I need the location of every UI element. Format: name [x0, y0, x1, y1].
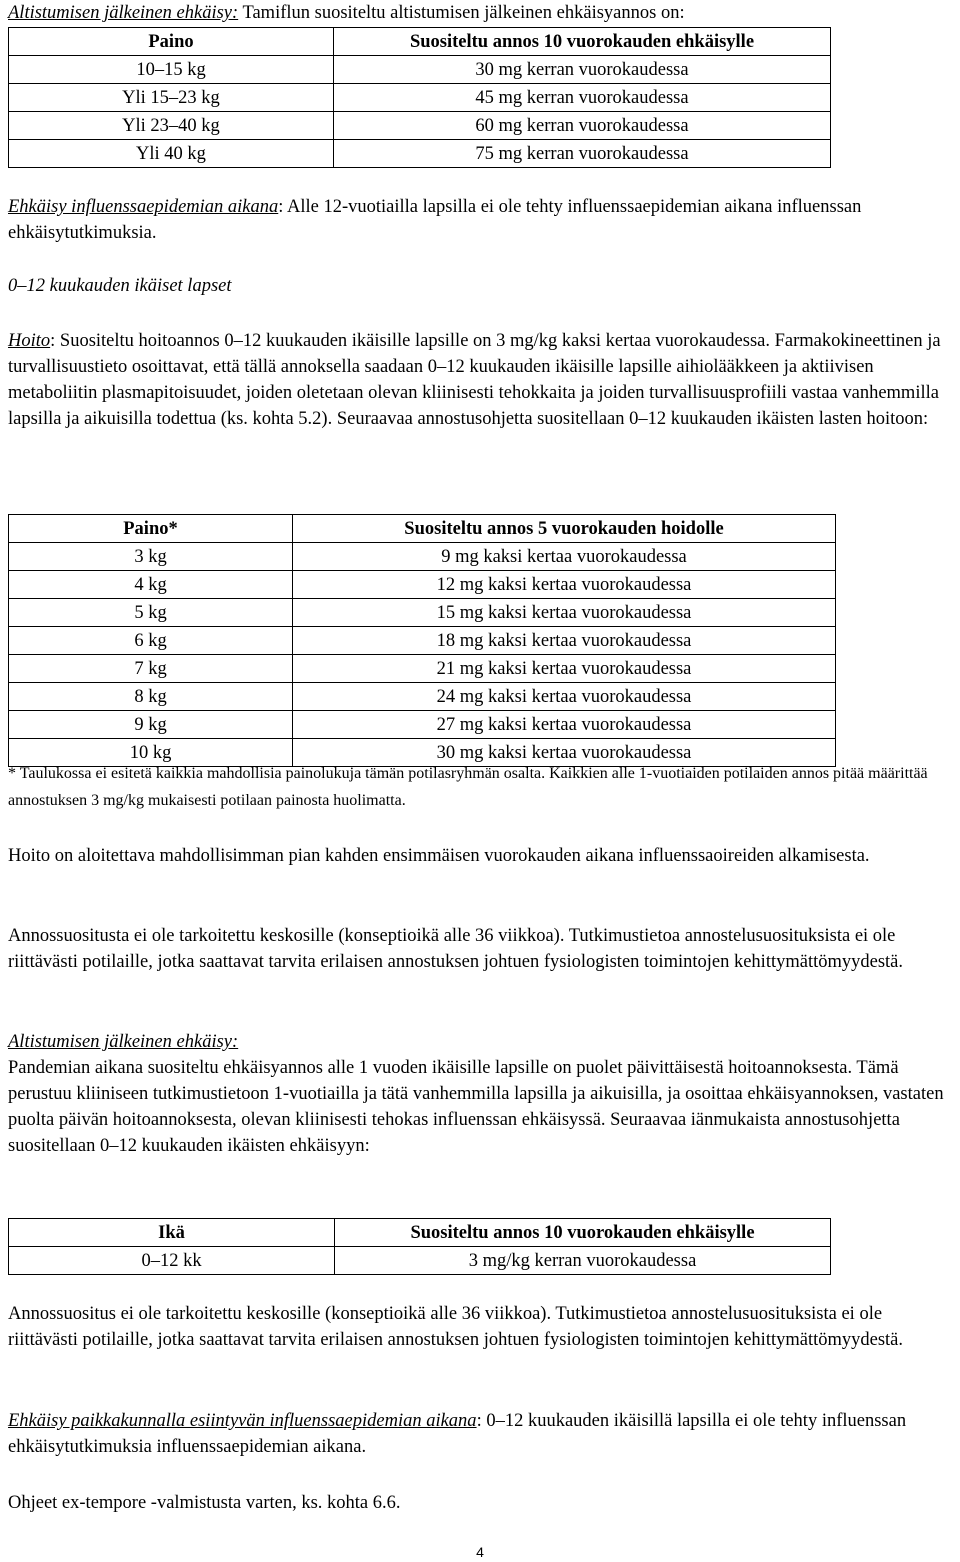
table-cell: 6 kg: [9, 627, 293, 655]
table-row: [9, 84, 831, 112]
table-row: [9, 655, 836, 683]
table-cell: Yli 15–23 kg: [9, 84, 334, 112]
table-header-row: [9, 515, 836, 543]
table-header-cell: Suositeltu annos 10 vuorokauden ehkäisylle: [334, 28, 831, 56]
table-cell: 3 kg: [9, 543, 293, 571]
section-postexposure-intro: [8, 0, 952, 26]
table-cell: 30 mg kerran vuorokaudessa: [334, 56, 831, 84]
table-cell: 30 mg kaksi kertaa vuorokaudessa: [293, 739, 836, 767]
table-cell: 4 kg: [9, 571, 293, 599]
table-cell: 0–12 kk: [9, 1247, 335, 1275]
section-heading: Ehkäisy influenssaepidemian aikana: [8, 197, 279, 217]
table-row: [9, 140, 831, 168]
table-footnote: * Taulukossa ei esitetä kaikkia mahdollisia painolukuja tämän potilasryhmän osalta. Kaikkien alle 1-vuotiaiden potilaiden annos pitää määrittää annostuksen 3 mg/kg mukaisesti potilaan painosta huolimatta.: [8, 765, 928, 809]
table-cell: 75 mg kerran vuorokaudessa: [334, 140, 831, 168]
table-cell: 24 mg kaksi kertaa vuorokaudessa: [293, 683, 836, 711]
section-local-epidemic: [8, 1408, 952, 1460]
table-header-cell: Suositeltu annos 10 vuorokauden ehkäisylle: [335, 1219, 831, 1247]
table-cell: 45 mg kerran vuorokaudessa: [334, 84, 831, 112]
table-row: [9, 56, 831, 84]
section-heading: Hoito: [8, 331, 51, 351]
paragraph-text: Pandemian aikana suositeltu ehkäisyannos alle 1 vuoden ikäisille lapsille on puolet päivittäisestä hoitoannoksesta. Tämä perustuu kliiniseen tutkimustietoon 1-vuotiailla ja tätä vanhemmilla lapsilla ja aikuisilla, ja osoittaa ehkäisyannoksen, vastaten puolta päivän hoitoannoksesta, olevan kliinisesti tehokas influenssan ehkäisyssä. Seuraavaa iänmukaista annostusohjetta suositellaan 0–12 kuukauden ikäisten ehkäisyyn:: [8, 1058, 944, 1156]
paragraph-text: : Suositeltu hoitoannos 0–12 kuukauden ikäisille lapsille on 3 mg/kg kaksi kertaa vuorokaudessa. Farmakokineettinen ja turvallisuustieto osoittavat, että tällä annoksella saadaan 0–12 kuukauden ikäisille lapsille aihiolääkkeen ja aktiivisen metaboliitin plasmapitoisuudet, joiden oletetaan olevan kliinisesti tehokkaita ja joiden turvallisuusprofiili vastaa vanhemmilla lapsilla ja aikuisilla todettua (ks. kohta 5.2). Seuraavaa annostusohjetta suositellaan 0–12 kuukauden ikäisten lasten hoitoon:: [8, 331, 941, 429]
prophylaxis-age-table: [8, 1218, 831, 1275]
section-pandemic-prevention: [8, 1029, 952, 1159]
prophylaxis-weight-table: [8, 27, 831, 168]
table-row: [9, 543, 836, 571]
section-epidemic-prevention: [8, 194, 952, 246]
table-cell: Yli 23–40 kg: [9, 112, 334, 140]
table-row: [9, 571, 836, 599]
table-header-cell: Paino*: [9, 515, 293, 543]
table-cell: 9 kg: [9, 711, 293, 739]
table-cell: 10 kg: [9, 739, 293, 767]
table-cell: 60 mg kerran vuorokaudessa: [334, 112, 831, 140]
table-cell: 7 kg: [9, 655, 293, 683]
table-cell: 27 mg kaksi kertaa vuorokaudessa: [293, 711, 836, 739]
section-heading: Altistumisen jälkeinen ehkäisy:: [8, 3, 239, 23]
table-cell: 12 mg kaksi kertaa vuorokaudessa: [293, 571, 836, 599]
table-row: [9, 1247, 831, 1275]
table-cell: 5 kg: [9, 599, 293, 627]
section-treatment: [8, 328, 952, 432]
table-cell: 15 mg kaksi kertaa vuorokaudessa: [293, 599, 836, 627]
table-row: [9, 112, 831, 140]
table-cell: 3 mg/kg kerran vuorokaudessa: [335, 1247, 831, 1275]
table-cell: 8 kg: [9, 683, 293, 711]
table-row: [9, 599, 836, 627]
table-header-row: [9, 28, 831, 56]
paragraph-text: : 0–12 kuukauden ikäisillä lapsilla ei ole tehty influenssan ehkäisytutkimuksia influenssaepidemian aikana.: [8, 1411, 907, 1457]
table-cell: 9 mg kaksi kertaa vuorokaudessa: [293, 543, 836, 571]
paragraph-text: Tamiflun suositeltu altistumisen jälkeinen ehkäisyannos on:: [238, 3, 685, 23]
table-row: [9, 711, 836, 739]
table-header-cell: Suositeltu annos 5 vuorokauden hoidolle: [293, 515, 836, 543]
paragraph-preterm-note-2: Annossuositus ei ole tarkoitettu keskosille (konseptioikä alle 36 viikkoa). Tutkimustietoa annostelusuosituksista ei ole riittävästi potilaille, jotka saattavat tarvita erilaisen annostuksen johtuen fysiologisten toimintojen kehittymättömyydestä.: [8, 1304, 904, 1350]
table-row: [9, 683, 836, 711]
page-number: 4: [476, 1544, 484, 1560]
table-cell: 21 mg kaksi kertaa vuorokaudessa: [293, 655, 836, 683]
section-heading: Ehkäisy paikkakunnalla esiintyvän influenssaepidemian aikana: [8, 1411, 477, 1431]
paragraph-text: : Alle 12-vuotiailla lapsilla ei ole tehty influenssaepidemian aikana influenssan ehkäisytutkimuksia.: [8, 197, 862, 243]
treatment-dose-table: [8, 514, 836, 767]
paragraph-preterm-note: Annossuositusta ei ole tarkoitettu keskosille (konseptioikä alle 36 viikkoa). Tutkimustietoa annostelusuosituksista ei ole riittävästi potilaille, jotka saattavat tarvita erilaisen annostuksen johtuen fysiologisten toimintojen kehittymättömyydestä.: [8, 926, 904, 972]
section-heading-infants: 0–12 kuukauden ikäiset lapset: [8, 276, 232, 296]
table-header-row: [9, 1219, 831, 1247]
table-row: [9, 627, 836, 655]
paragraph-treatment-start: Hoito on aloitettava mahdollisimman pian kahden ensimmäisen vuorokauden aikana influenssaoireiden alkamisesta.: [8, 846, 870, 866]
table-header-cell: Paino: [9, 28, 334, 56]
section-heading: Altistumisen jälkeinen ehkäisy:: [8, 1032, 239, 1052]
table-cell: 10–15 kg: [9, 56, 334, 84]
table-cell: Yli 40 kg: [9, 140, 334, 168]
table-header-cell: Ikä: [9, 1219, 335, 1247]
paragraph-extempore: Ohjeet ex-tempore -valmistusta varten, ks. kohta 6.6.: [8, 1493, 401, 1513]
table-cell: 18 mg kaksi kertaa vuorokaudessa: [293, 627, 836, 655]
